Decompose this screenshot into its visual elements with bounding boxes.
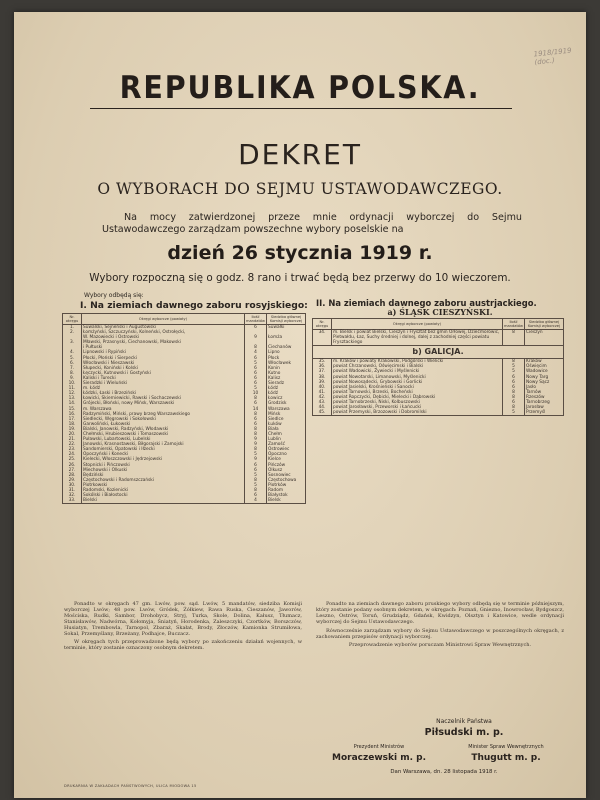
district-number: 42.	[313, 395, 332, 400]
district-number: 30.	[63, 483, 82, 488]
district-seat-city: Ciechanów	[267, 345, 306, 350]
district-number: 5.	[63, 356, 82, 361]
district-row	[63, 498, 306, 504]
minister-title: Minister Spraw Wewnętrznych	[468, 744, 544, 750]
district-seats: 5	[244, 483, 266, 488]
district-seat-city: Grodzisk	[267, 401, 306, 406]
district-seats: 6	[244, 381, 266, 386]
district-name: Będziński	[82, 473, 245, 478]
district-seats: 6	[244, 376, 266, 381]
election-date: dzień 26 stycznia 1919 r.	[167, 242, 433, 264]
district-seat-city: Rzeszów	[525, 395, 564, 400]
col-seat-header: Siedziba głównej Komisji wyborczej	[267, 314, 306, 325]
district-seat-city: Sieradz	[267, 381, 306, 386]
district-row	[313, 330, 564, 346]
district-seats: 6	[244, 417, 266, 422]
district-seats: 8	[502, 395, 524, 400]
district-number: 15.	[63, 407, 82, 412]
district-number: 22.	[63, 442, 82, 447]
district-number: 36.	[313, 364, 332, 369]
district-seats: 6	[244, 356, 266, 361]
decree-subtitle: O WYBORACH DO SEJMU USTAWODAWCZEGO.	[97, 180, 503, 198]
district-name: powiat Ropczycki, Dębicki, Mielecki i Dąbrowski	[332, 395, 503, 400]
district-seats: 5	[244, 452, 266, 457]
district-seat-city: Łuków	[267, 422, 306, 427]
district-name: Opoczyński i Konecki	[82, 452, 245, 457]
district-number: 35.	[313, 359, 332, 365]
chief-signature: Piłsudski m. p.	[424, 727, 504, 738]
district-name: Radomski, Kozienicki	[82, 488, 245, 493]
headline: REPUBLIKA POLSKA.	[119, 70, 481, 106]
district-name: powiat Przemyski, Brzozowski i Dobromilski	[332, 410, 503, 416]
decree-title: DEKRET	[238, 138, 362, 171]
district-number: 25.	[63, 457, 82, 462]
district-seat-city: Lublin	[267, 437, 306, 442]
district-seats: 6	[244, 422, 266, 427]
district-name: m. Łódź	[82, 386, 245, 391]
district-seats: 6	[244, 493, 266, 498]
district-seats: 5	[244, 386, 266, 391]
preamble: Na mocy zatwierdzonej przeze mnie ordynacji wyborczej do Sejmu Ustawodawczego zarządzam powszechne wybory poselskie na	[102, 212, 522, 235]
district-seat-city: Tarnobrzeg	[525, 400, 564, 405]
district-seat-city: Nowy Targ	[525, 375, 564, 380]
district-name: Grójecki, Błoński, nowy Mińsk, Warszawski	[82, 401, 245, 406]
district-row	[313, 410, 564, 416]
district-name: powiat Jarosławski, Przeworski i Łańcucki	[332, 405, 503, 410]
district-seat-city: Łowicz	[267, 396, 306, 401]
district-name: Bielski	[82, 498, 245, 504]
district-name: Garwoliński, Łukowski	[82, 422, 245, 427]
col-district-header: Okręgi wyborcze (powiaty)	[332, 319, 503, 330]
district-name: Sokólski i Białostocki	[82, 493, 245, 498]
district-seat-city: Jarosław	[525, 405, 564, 410]
district-seat-city: Kielce	[267, 457, 306, 462]
district-seat-city: Kutno	[267, 371, 306, 376]
body-left-paragraph: Ponadto w okręgach 47 gm. Lwów, pow. sąd. Lwów, 5 mandatów, siedziba Komisji wyborczej Lwów; 48 pow. Lwów, Gródek, Żółkiew, Rawa Ruska, Cieszanów, Jaworów, Mościska, Rudki, Sambor, Drohobycz, Stryj, Turka, Skole, Dolina, Kałusz, Tłumacz, Stanisławów, Nadwórna, Kołomyja, Śniatyń, Horodenka, Zaleszczyki, Czortków, Borszczów, Husiatyn, Trembowla, Tarnopol, Zbaraż, Skałat, Brody, Złoczów, Kamionka Strumiłowa, Sokal, Przemyślany, Brzeżany, Podhajce, Buczacz.	[64, 601, 302, 637]
district-number: 3.	[63, 340, 82, 345]
district-seat-city: Olkusz	[267, 468, 306, 473]
district-seats: 6	[244, 463, 266, 468]
district-seat-city: Jasło	[525, 385, 564, 390]
district-seat-city: Warszawa	[267, 407, 306, 412]
district-seats: 6	[244, 401, 266, 406]
district-seats: 6	[502, 400, 524, 405]
district-seat-city: Nowy Sącz	[525, 380, 564, 385]
district-number: 6.	[63, 361, 82, 366]
district-seats: 6	[502, 375, 524, 380]
subsection-silesia: a) ŚLĄSK CIESZYŃSKI.	[387, 307, 493, 317]
district-name: Miechowski i Olkuski	[82, 468, 245, 473]
district-number: 17.	[63, 417, 82, 422]
col-number-header: Nr. okręgu	[313, 319, 332, 330]
district-seats: 8	[244, 432, 266, 437]
district-number: 37.	[313, 369, 332, 374]
district-seat-city: Mińsk	[267, 412, 306, 417]
district-seat-city: Sosnowiec	[267, 473, 306, 478]
district-seat-city: Bielsk	[267, 498, 306, 504]
body-right-paragraph: Ponadto na ziemiach dawnego zaboru pruskiego wybory odbędą się w terminie późniejszym, który zostanie podany osobnym dekretem, w okręgach: Poznań, Gniezno, Inowrocław, Bydgoszcz, Leszno, Ostrów, Toruń, Grudziądz, Gdańsk, Kwidzyn, Olsztyn i Katowice, wedle ordynacji wyborczej do Sejmu Ustawodawczego.	[316, 601, 564, 625]
district-name: Łomżyński, Szczuczyński, Kolneński, Ostrołęcki,	[82, 330, 245, 335]
district-seats: 8	[502, 405, 524, 410]
district-name: Sieradzki i Wieluński	[82, 381, 245, 386]
district-number: 34.	[313, 330, 332, 346]
body-right-paragraph: Równocześnie zarządzam wybory do Sejmu Ustawodawczego w poszczególnych okręgach, z zachowaniem przepisów ordynacji wyborczej.	[316, 627, 564, 640]
right-section-heading: II. Na ziemiach dawnego zaboru austrjackiego.	[316, 298, 537, 308]
district-number: 29.	[63, 478, 82, 483]
district-seat-city: Opoczno	[267, 452, 306, 457]
district-number: 27.	[63, 468, 82, 473]
col-seat-header: Siedziba głównej Komisji wyborczej	[525, 319, 564, 330]
district-seat-city: Łódź	[267, 386, 306, 391]
district-name: Sandomierski, Opatowski i Iłżecki	[82, 447, 245, 452]
district-seat-city: Lipno	[267, 350, 306, 355]
district-seat-city: Kalisz	[267, 376, 306, 381]
district-seat-city: Siedlce	[267, 417, 306, 422]
district-seats: 6	[502, 380, 524, 385]
district-seat-city: Łódź	[267, 391, 306, 396]
district-seats: 8	[244, 488, 266, 493]
district-name: Piotrkowski	[82, 483, 245, 488]
district-seat-city: Białystok	[267, 493, 306, 498]
pm-title: Prezydent Ministrów	[353, 744, 405, 750]
district-seat-city: Pińczów	[267, 463, 306, 468]
district-seats: 4	[244, 498, 266, 504]
district-name: m. Kraków i powiaty Krakowski, Podgórski i Wielicki	[332, 359, 503, 365]
district-seat-city: Częstochowa	[267, 478, 306, 483]
body-left	[64, 602, 302, 652]
district-seat-city: Cieszyn	[525, 330, 564, 346]
district-seats: 8	[502, 390, 524, 395]
date-line: Dan Warszawa, dn. 28 listopada 1918 r.	[390, 769, 498, 775]
col-number-header: Nr. okręgu	[63, 314, 82, 325]
district-number: 26.	[63, 463, 82, 468]
col-district-header: Okręgi wyborcze (powiaty)	[82, 314, 245, 325]
district-number: 21.	[63, 437, 82, 442]
district-number: 39.	[313, 380, 332, 385]
district-seats: 4	[244, 350, 266, 355]
district-seat-city: Suwałki	[267, 325, 306, 331]
district-number: 23.	[63, 447, 82, 452]
district-number: 14.	[63, 401, 82, 406]
district-name: Bialski, Janowski, Radzyński, Włodawski	[82, 427, 245, 432]
printer-imprint: DRUKARNIA W ZAKŁADACH PAŃSTWOWYCH, ULICA MIODOWA 15	[64, 784, 197, 788]
handwritten-note: 1918/1919 (doc.)	[533, 46, 572, 67]
subsection-galicia: b) GALICJA.	[313, 346, 564, 359]
col-seats-header: Ilość mandatów	[503, 320, 523, 328]
district-name: Radzymiński, Miński, prawy brzeg Warszawskiego	[82, 412, 245, 417]
district-number: 45.	[313, 410, 332, 416]
district-seats: 5	[502, 410, 524, 416]
district-number: 33.	[63, 498, 82, 504]
district-number: 32.	[63, 493, 82, 498]
district-number: 2.	[63, 330, 82, 335]
district-number: 12.	[63, 391, 82, 396]
district-name: Janowski, Krasnostawski, Biłgorajski i Zamojski	[82, 442, 245, 447]
district-name: Płocki, Płoński i Sierpecki	[82, 356, 245, 361]
district-seats: 5	[502, 364, 524, 369]
district-seats: 9	[244, 335, 266, 340]
district-seat-city: Chełm	[267, 432, 306, 437]
col-seats-header: Ilość mandatów	[245, 315, 265, 323]
district-number: 10.	[63, 381, 82, 386]
district-name: powiat Wadowicki, Żywiecki i Myślenicki	[332, 369, 503, 374]
district-number: 7.	[63, 366, 82, 371]
district-name: Łęczycki, Kutnowski i Gostyński	[82, 371, 245, 376]
body-right	[316, 602, 564, 649]
district-number: 31.	[63, 488, 82, 493]
district-name: Kielecki, Włoszczowski i Jędrzejowski	[82, 457, 245, 462]
left-section-heading: I. Na ziemiach dawnego zaboru rosyjskiego:	[80, 300, 308, 311]
district-number: 19.	[63, 427, 82, 432]
district-seats: 8	[244, 447, 266, 452]
pm-signature: Moraczewski m. p.	[332, 753, 426, 763]
district-name: Chełmski, Hrubieszowski i Tomaszowski	[82, 432, 245, 437]
district-name: powiat Nowosądecki, Grybowski i Gorlicki	[332, 380, 503, 385]
district-number: 4.	[63, 350, 82, 355]
district-seat-city: Radom	[267, 488, 306, 493]
district-number: 28.	[63, 473, 82, 478]
district-seats: 8	[244, 396, 266, 401]
district-name: powiat Tarnobrzeski, Niski, Kolbuszowski	[332, 400, 503, 405]
district-name: m. Warszawa	[82, 407, 245, 412]
district-seat-city: Zamość	[267, 442, 306, 447]
district-name: Lipnowski i Rypiński	[82, 350, 245, 355]
district-seat-city: Płock	[267, 356, 306, 361]
district-seat-city: Włocławek	[267, 361, 306, 366]
district-name: Częstochowski i Radomszczański	[82, 478, 245, 483]
district-name: Siedlecki, Węgrowski i Sokołowski	[82, 417, 245, 422]
district-name: powiat Nowotarski, Limanowski, Myślenicki	[332, 375, 503, 380]
district-seats: 8	[502, 359, 524, 365]
district-seats: 5	[244, 473, 266, 478]
poster-sheet	[14, 12, 586, 798]
district-seats: 8	[244, 478, 266, 483]
district-name: Słupecki, Koniński i Kolski	[82, 366, 245, 371]
district-name: i Pułtuski	[82, 345, 245, 350]
district-number: 20.	[63, 432, 82, 437]
district-number: 18.	[63, 422, 82, 427]
district-seats: 10	[244, 391, 266, 396]
district-number: 13.	[63, 396, 82, 401]
voting-hours: Wybory rozpoczną się o godz. 8 rano i trwać będą bez przerwy do 10 wieczorem.	[89, 272, 511, 284]
left-section-note: Wybory odbędą się:	[84, 292, 144, 299]
district-name: Łowicki, Skierniewicki, Rawski i Sochaczewski	[82, 396, 245, 401]
district-number: 9.	[63, 376, 82, 381]
district-seat-city: Przemyśl	[525, 410, 564, 416]
district-name: Kaliski i Turecki	[82, 376, 245, 381]
district-number: 1.	[63, 325, 82, 331]
district-seat-city: Kraków	[525, 359, 564, 365]
district-seats: 6	[502, 385, 524, 390]
district-seats: 9	[244, 437, 266, 442]
district-number: 16.	[63, 412, 82, 417]
district-seat-city: Wadowice	[525, 369, 564, 374]
right-district-table	[312, 318, 564, 416]
district-seats: 6	[244, 371, 266, 376]
district-number: 43.	[313, 400, 332, 405]
district-seat-city: Ostrowiec	[267, 447, 306, 452]
district-name: powiat Jasielski, Krośnieński i Sanocki	[332, 385, 503, 390]
district-name: Puławski, Lubartowski, Lubelski	[82, 437, 245, 442]
district-number: 8.	[63, 371, 82, 376]
district-name: Łódzki, Łaski i Brzeziński	[82, 391, 245, 396]
district-seat-city: Biała	[267, 427, 306, 432]
district-seat-city: Łomża	[267, 335, 306, 340]
district-name: Stopnicki i Pińczowski	[82, 463, 245, 468]
district-seats: 8	[244, 412, 266, 417]
district-seats: 8	[244, 427, 266, 432]
district-seat-city: Konin	[267, 366, 306, 371]
district-number: 40.	[313, 385, 332, 390]
district-seats: 9	[244, 457, 266, 462]
district-seat-city: Tarnów	[525, 390, 564, 395]
district-seats: 8	[244, 345, 266, 350]
body-left-paragraph: W okręgach tych przeprowadzone będą wybory po zakończeniu działań wojennych, w terminie, który zostanie oznaczony osobnym dekretem.	[64, 639, 302, 652]
district-seats: 6	[244, 468, 266, 473]
district-name: m. Bielsk i powiat Bielski, Cieszyn i Frysztat bez gmin Orłowej, Dziećmorowic, Pietwałdu, Łaz, Suchy średniej i dolnej, dalej z zachodniej części powiatu Frysztackiego	[332, 330, 503, 346]
district-seats: 9	[244, 442, 266, 447]
district-number: 41.	[313, 390, 332, 395]
district-name: Mławski, Przasnyski, Ciechanowski, Makowski	[82, 340, 245, 345]
district-number: 11.	[63, 386, 82, 391]
district-seats: 6	[244, 325, 266, 331]
execution-clause: Przeprowadzenie wyborów poruczam Ministrowi Spraw Wewnętrznych.	[348, 642, 532, 649]
district-number: 38.	[313, 375, 332, 380]
minister-signature: Thugutt m. p.	[471, 753, 541, 763]
district-name: W. Mazowiecki i Ostrowski	[82, 335, 245, 340]
district-row	[63, 412, 306, 417]
district-seats: 8	[502, 330, 524, 346]
district-name: powiat Chrzanowski, Oświęcimski i Bialski	[332, 364, 503, 369]
district-number: 24.	[63, 452, 82, 457]
chief-title: Naczelnik Państwa	[436, 718, 492, 725]
district-number: 44.	[313, 405, 332, 410]
left-district-table	[62, 313, 306, 504]
district-name: Włocławski i Nieszawski	[82, 361, 245, 366]
district-name: powiat Tarnowski, Brzeski, Bocheński	[332, 390, 503, 395]
district-seats: 6	[244, 366, 266, 371]
headline-underline	[90, 108, 512, 109]
district-seats: 14	[244, 407, 266, 412]
district-seats: 5	[502, 369, 524, 374]
district-seats: 5	[244, 361, 266, 366]
district-seat-city: Piotrków	[267, 483, 306, 488]
district-name: Suwalski, Sejneński i Augustowski	[82, 325, 245, 331]
district-seat-city: Oświęcim	[525, 364, 564, 369]
